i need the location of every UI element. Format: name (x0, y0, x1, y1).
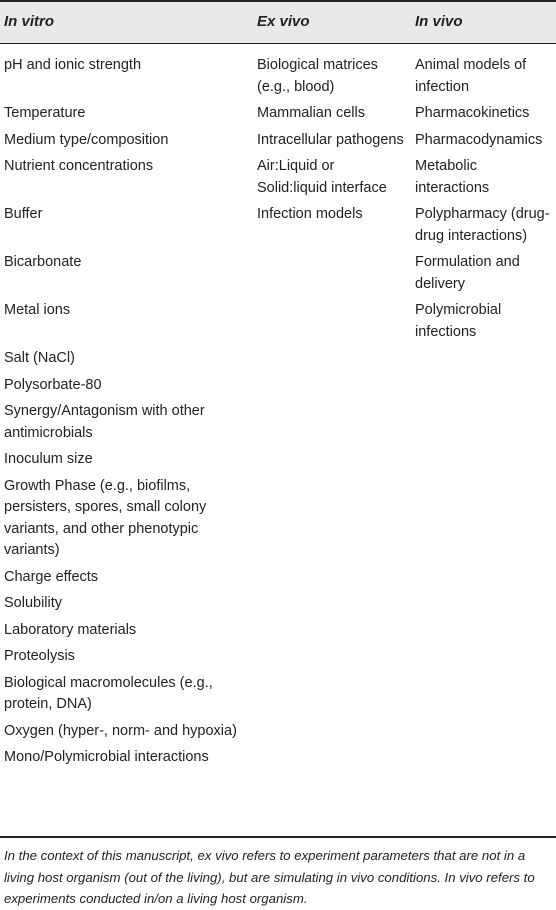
table-row (0, 399, 556, 447)
cell-ex-vivo: Air:Liquid or Solid:liquid interface (257, 158, 387, 196)
cell-in-vivo (411, 399, 556, 447)
table-header-row (0, 0, 556, 43)
table-row (0, 202, 556, 250)
cell-in-vitro: Temperature (4, 105, 86, 121)
cell-ex-vivo: Infection models (257, 206, 363, 222)
cell-in-vitro: Synergy/Antagonism with other antimicrobials (4, 403, 205, 441)
table-row (0, 719, 556, 746)
cell-in-vitro: Nutrient concentrations (4, 158, 154, 174)
cell-ex-vivo (253, 618, 411, 645)
cell-in-vivo (411, 719, 556, 746)
cell-ex-vivo (253, 719, 411, 746)
cell-ex-vivo (253, 745, 411, 775)
cell-ex-vivo: Biological matrices (e.g., blood) (257, 57, 378, 95)
cell-ex-vivo (253, 373, 411, 400)
cell-in-vivo: Polypharmacy (drug- drug interactions) (415, 206, 550, 244)
cell-in-vivo (411, 644, 556, 671)
table-row (0, 671, 556, 719)
table-bottom-rule (0, 836, 556, 838)
table-top-rule (0, 0, 556, 2)
table-row (0, 128, 556, 155)
table-row (0, 101, 556, 128)
cell-in-vivo: Animal models of infection (415, 57, 527, 95)
cell-ex-vivo (253, 346, 411, 373)
cell-in-vivo (411, 618, 556, 645)
table-row (0, 346, 556, 373)
table-row (0, 373, 556, 400)
cell-in-vitro: Charge effects (4, 568, 99, 585)
table-header-rule (0, 43, 556, 44)
cell-ex-vivo (253, 644, 411, 671)
cell-in-vivo (411, 565, 556, 592)
header-in-vivo: In vivo (415, 13, 463, 30)
cell-in-vivo (411, 474, 556, 565)
cell-in-vivo: Pharmacokinetics (415, 105, 530, 121)
table-row (0, 43, 556, 101)
cell-in-vitro: Laboratory materials (4, 621, 137, 638)
cell-ex-vivo (253, 447, 411, 474)
cell-in-vivo (411, 745, 556, 775)
cell-ex-vivo (253, 565, 411, 592)
header-in-vitro: In vitro (4, 13, 55, 30)
table-row (0, 250, 556, 298)
table-row (0, 154, 556, 202)
cell-in-vitro: Medium type/composition (4, 131, 169, 148)
table-row (0, 618, 556, 645)
cell-in-vitro: Buffer (4, 206, 43, 222)
cell-ex-vivo: Mammalian cells (257, 105, 365, 121)
table-row (0, 447, 556, 474)
cell-in-vitro: Polysorbate-80 (4, 376, 102, 393)
cell-in-vitro: Inoculum size (4, 451, 93, 467)
cell-ex-vivo (253, 591, 411, 618)
cell-ex-vivo (253, 298, 411, 346)
cell-in-vivo (411, 373, 556, 400)
table-row (0, 745, 556, 775)
cell-ex-vivo (253, 399, 411, 447)
cell-in-vitro: Proteolysis (4, 648, 75, 664)
cell-ex-vivo (253, 474, 411, 565)
cell-in-vivo (411, 346, 556, 373)
cell-in-vivo: Polymicrobial infections (415, 302, 502, 340)
table-row (0, 565, 556, 592)
cell-ex-vivo: Intracellular pathogens (257, 131, 404, 148)
cell-in-vivo: Formulation and delivery (415, 254, 520, 292)
table-row (0, 591, 556, 618)
cell-in-vitro: Metal ions (4, 302, 71, 318)
cell-in-vitro: Biological macromolecules (e.g., protein, DNA) (4, 674, 213, 712)
cell-in-vivo (411, 447, 556, 474)
cell-in-vitro: Solubility (4, 595, 63, 611)
table-row (0, 298, 556, 346)
cell-in-vitro: Bicarbonate (4, 254, 82, 270)
cell-in-vivo (411, 671, 556, 719)
cell-in-vivo: Pharmacodynamics (415, 131, 543, 148)
cell-ex-vivo (253, 671, 411, 719)
cell-in-vitro: Oxygen (hyper-, norm- and hypoxia) (4, 722, 237, 739)
table-row (0, 474, 556, 565)
header-ex-vivo: Ex vivo (257, 13, 310, 30)
cell-in-vitro: Mono/Polymicrobial interactions (4, 749, 209, 765)
cell-in-vitro: Salt (NaCl) (4, 350, 75, 366)
cell-in-vitro: pH and ionic strength (4, 57, 142, 73)
table-footnote: In the context of this manuscript, ex vivo refers to experiment parameters that are not in a living host organism (out of the living), but are simulating in vivo conditions. In vivo refers to experiments conducted in/on a living host organism. (4, 848, 535, 906)
cell-in-vivo: Metabolic interactions (415, 158, 490, 196)
table-body (0, 43, 556, 775)
cell-in-vivo (411, 591, 556, 618)
cell-ex-vivo (253, 250, 411, 298)
cell-in-vitro: Growth Phase (e.g., biofilms, persisters, spores, small colony variants, and other phenotypic variants) (4, 477, 207, 558)
table-row (0, 644, 556, 671)
